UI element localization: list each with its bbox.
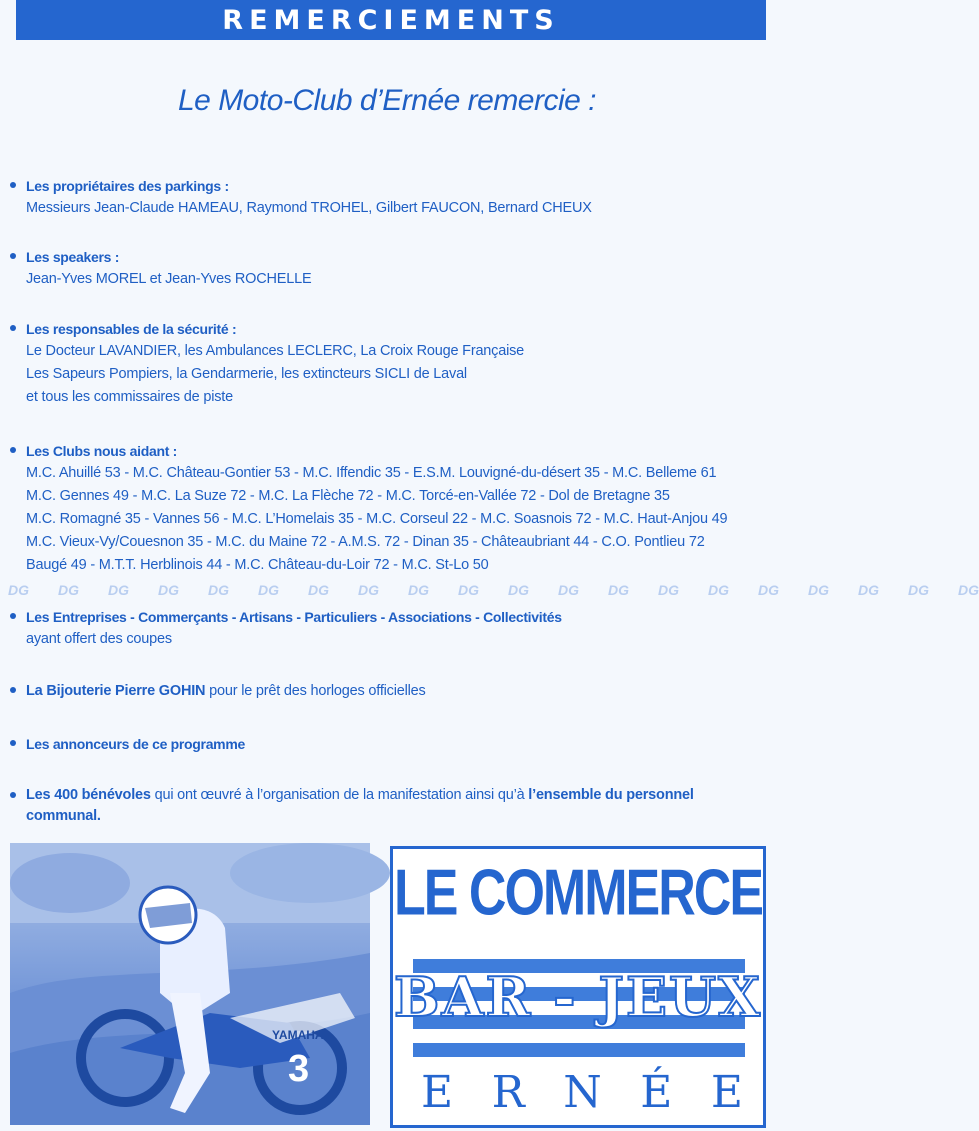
section-annonceurs <box>10 733 770 755</box>
bullet-icon <box>10 740 16 746</box>
watermark-mark: DG <box>8 582 29 598</box>
section-clubs <box>10 440 770 577</box>
watermark-mark: DG <box>158 582 179 598</box>
section-entreprises <box>10 606 770 651</box>
section-parkings <box>10 175 770 220</box>
bullet-icon <box>10 613 16 619</box>
town-letter: E <box>421 1067 454 1118</box>
watermark-mark: DG <box>308 582 329 598</box>
svg-text:YAMAHA: YAMAHA <box>272 1028 324 1042</box>
watermark-mark: DG <box>858 582 879 598</box>
section-line: Le Docteur LAVANDIER, les Ambulances LECLERC, La Croix Rouge Française <box>26 343 525 359</box>
page-title: REMERCIEMENTS <box>222 4 560 36</box>
section-heading: Les responsables de la sécurité : <box>26 321 237 337</box>
bullet-icon <box>10 325 16 331</box>
watermark-mark: DG <box>458 582 479 598</box>
section-heading: Les speakers : <box>26 249 120 265</box>
benevoles-text: qui ont œuvré à l’organisation de la manifestation ainsi qu’à <box>150 787 529 803</box>
watermark-mark: DG <box>208 582 229 598</box>
section-benevoles <box>10 785 770 827</box>
watermark-mark: DG <box>358 582 379 598</box>
ad-title: LE COMMERCE <box>394 856 762 930</box>
bullet-icon <box>10 182 16 188</box>
subtitle: Le Moto-Club d’Ernée remercie : <box>177 84 597 117</box>
section-body <box>26 268 770 291</box>
header-banner <box>16 0 766 40</box>
section-line: Baugé 49 - M.T.T. Herblinois 44 - M.C. Château-du-Loir 72 - M.C. St-Lo 50 <box>26 557 489 573</box>
watermark-mark: DG <box>258 582 279 598</box>
section-body <box>26 680 770 702</box>
section-heading: Les Entreprises - Commerçants - Artisans - Particuliers - Associations - Collectivités <box>26 609 562 625</box>
watermark-mark: DG <box>58 582 79 598</box>
watermark-mark: DG <box>808 582 829 598</box>
motocross-photo <box>10 843 370 1125</box>
bijouterie-name: La Bijouterie Pierre GOHIN <box>26 683 206 699</box>
watermark-mark: DG <box>708 582 729 598</box>
section-line: Les Sapeurs Pompiers, la Gendarmerie, les extincteurs SICLI de Laval <box>26 366 467 382</box>
section-body <box>26 628 770 651</box>
watermark-mark: DG <box>958 582 979 598</box>
section-body <box>26 340 770 409</box>
town-letter: N <box>563 1067 602 1118</box>
section-heading: Les annonceurs de ce programme <box>26 736 245 752</box>
section-heading: Les Clubs nous aidant : <box>26 443 178 459</box>
svg-text:3: 3 <box>288 1048 310 1090</box>
section-line: Jean-Yves MOREL et Jean-Yves ROCHELLE <box>26 271 312 287</box>
ad-le-commerce <box>390 846 766 1128</box>
section-body <box>26 197 770 220</box>
section-line: ayant offert des coupes <box>26 631 172 647</box>
town-letter: E <box>710 1067 743 1118</box>
section-body <box>26 462 770 577</box>
section-line: M.C. Gennes 49 - M.C. La Suze 72 - M.C. La Flèche 72 - M.C. Torcé-en-Vallée 72 - Dol de Bretagne 35 <box>26 488 670 504</box>
ad-town <box>421 1067 743 1118</box>
section-line: Messieurs Jean-Claude HAMEAU, Raymond TROHEL, Gilbert FAUCON, Bernard CHEUX <box>26 200 592 216</box>
section-line: M.C. Ahuillé 53 - M.C. Château-Gontier 53 - M.C. Iffendic 35 - E.S.M. Louvigné-du-désert 35 - M.C. Belleme 61 <box>26 465 717 481</box>
town-letter: É <box>640 1067 673 1118</box>
watermark-mark: DG <box>658 582 679 598</box>
watermark-mark: DG <box>608 582 629 598</box>
bullet-icon <box>10 253 16 259</box>
section-body <box>26 785 770 827</box>
rider-illustration <box>10 843 370 1125</box>
section-speakers <box>10 246 770 291</box>
bijouterie-text: pour le prêt des horloges officielles <box>205 683 426 699</box>
bullet-icon <box>10 447 16 453</box>
communal-text: communal. <box>26 808 101 824</box>
section-bijouterie <box>10 680 770 702</box>
watermark-mark: DG <box>408 582 429 598</box>
bullet-icon <box>10 687 16 693</box>
watermark-mark: DG <box>558 582 579 598</box>
watermark-mark: DG <box>108 582 129 598</box>
section-line: et tous les commissaires de piste <box>26 389 233 405</box>
watermark-mark: DG <box>508 582 529 598</box>
section-securite <box>10 318 770 409</box>
section-line: M.C. Vieux-Vy/Couesnon 35 - M.C. du Maine 72 - A.M.S. 72 - Dinan 35 - Châteaubriant 44 - C.O. Pontlieu 72 <box>26 534 705 550</box>
section-heading: Les propriétaires des parkings : <box>26 178 229 194</box>
bullet-icon <box>10 792 16 798</box>
ad-subtitle: BAR - JEUX <box>393 965 763 1029</box>
section-line: M.C. Romagné 35 - Vannes 56 - M.C. L’Homelais 35 - M.C. Corseul 22 - M.C. Soasnois 72 - M.C. Haut-Anjou 49 <box>26 511 728 527</box>
personnel-text: l’ensemble du personnel <box>528 787 694 803</box>
watermark-mark: DG <box>908 582 929 598</box>
benevoles-count: Les 400 bénévoles <box>26 787 151 803</box>
watermark-mark: DG <box>758 582 779 598</box>
town-letter: R <box>491 1067 525 1118</box>
